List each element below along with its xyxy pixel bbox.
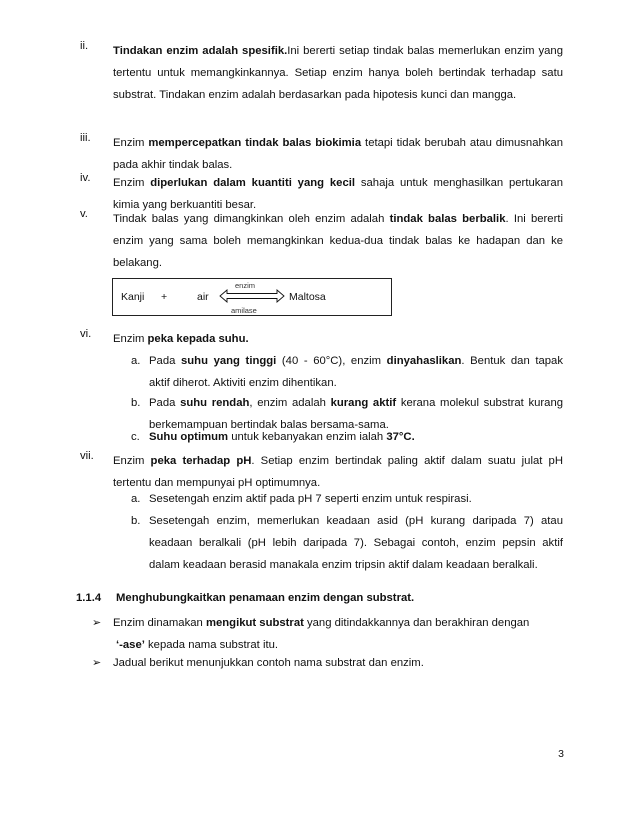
sub-item-label: a. <box>131 355 141 367</box>
bold-phrase: dinyahaslikan <box>386 355 462 367</box>
reversible-arrow-icon <box>219 289 285 303</box>
enzyme-label-top: enzim <box>235 281 256 290</box>
paragraph-line: enzim yang sama boleh memangkinkan kedua-dua tindak balas ke hadapan dan ke <box>113 235 563 247</box>
arrow-bullet-icon: ➢ <box>92 617 102 629</box>
paragraph-line <box>113 328 563 350</box>
sub-item-label: b. <box>131 397 141 409</box>
text-span: Enzim <box>113 177 151 189</box>
text-span: . Setiap enzim bertindak paling aktif dalam suatu julat pH <box>251 455 563 467</box>
paragraph-line: keadaan beralkali (pH lebih daripada 7). Sebagai contoh, enzim pepsin aktif <box>149 537 563 549</box>
reactant-air: air <box>197 291 209 303</box>
arrow-bullet-icon: ➢ <box>92 657 102 669</box>
bold-phrase: 37°C. <box>386 431 415 443</box>
paragraph-line <box>113 132 563 154</box>
item-number: iii. <box>80 132 91 144</box>
text-span: kepada nama substrat itu. <box>144 639 279 651</box>
text-span: Ini bererti setiap tindak balas memerlukan enzim yang <box>287 45 563 57</box>
text-span: sahaja untuk menghasilkan pertukaran <box>355 177 563 189</box>
text-span: Enzim <box>113 333 148 345</box>
paragraph-line <box>113 612 563 634</box>
paragraph-line <box>113 40 563 62</box>
paragraph-line: tertentu untuk memangkinkannya. Setiap enzim hanya boleh bertindak terhadap satu <box>113 67 563 79</box>
bold-phrase: Suhu optimum <box>149 431 229 443</box>
section-number: 1.1.4 <box>76 592 102 604</box>
sub-item-label: a. <box>131 493 141 505</box>
paragraph-line: Sesetengah enzim, memerlukan keadaan asid (pH kurang daripada 7) atau <box>149 515 563 527</box>
item-number: ii. <box>80 40 89 52</box>
item-number: v. <box>80 208 88 220</box>
paragraph-line: dalam keadaan berasid manakala enzim tripsin aktif dalam keadaan beralkali. <box>149 559 538 571</box>
text-span: untuk kebanyakan enzim ialah <box>228 431 387 443</box>
paragraph-line: aktif diherot. Aktiviti enzim dihentikan. <box>149 377 337 389</box>
paragraph-line <box>113 450 563 472</box>
paragraph-line <box>149 392 563 414</box>
bold-phrase: Tindakan enzim adalah spesifik. <box>113 45 288 57</box>
product-maltosa: Maltosa <box>289 291 326 303</box>
plus-sign: + <box>161 291 168 303</box>
bold-phrase: mengikut substrat <box>205 617 304 629</box>
text-span: . Ini bererti <box>505 213 563 225</box>
text-span: yang ditindakkannya dan berakhiran dengan <box>303 617 530 629</box>
bold-phrase: suhu yang tinggi <box>181 355 277 367</box>
text-span: Pada <box>149 397 181 409</box>
paragraph-line: substrat. Tindakan enzim adalah berdasarkan pada hipotesis kunci dan mangga. <box>113 89 517 101</box>
paragraph-line <box>149 350 563 372</box>
paragraph-line: berkemampuan bertindak balas bersama-sama. <box>149 419 389 431</box>
bold-phrase: tindak balas berbalik <box>389 213 506 225</box>
text-span: Tindak balas yang dimangkinkan oleh enzim adalah <box>113 213 390 225</box>
item-number: iv. <box>80 172 91 184</box>
reaction-diagram <box>112 278 392 316</box>
page-number: 3 <box>558 748 564 760</box>
bold-phrase: diperlukan dalam kuantiti yang kecil <box>150 177 356 189</box>
bold-phrase: peka terhadap pH <box>150 455 252 467</box>
paragraph-line: belakang. <box>113 257 162 269</box>
paragraph-line <box>149 426 563 448</box>
sub-item-label: c. <box>131 431 140 443</box>
paragraph-line <box>113 208 563 230</box>
bold-phrase: peka kepada suhu. <box>147 333 249 345</box>
bold-phrase: ‘-ase’ <box>116 639 145 651</box>
text-span: tetapi tidak berubah atau dimusnahkan <box>361 137 563 149</box>
paragraph-line <box>113 172 563 194</box>
text-span: , enzim adalah <box>249 397 331 409</box>
paragraph-line: kimia yang berkuantiti besar. <box>113 199 257 211</box>
bold-phrase: mempercepatkan tindak balas biokimia <box>148 137 362 149</box>
enzyme-label-bottom: amilase <box>231 306 257 315</box>
text-span: Enzim <box>113 455 151 467</box>
text-span: Enzim dinamakan <box>113 617 206 629</box>
reactant-kanji: Kanji <box>121 291 145 303</box>
section-title: Menghubungkaitkan penamaan enzim dengan substrat. <box>116 592 415 604</box>
paragraph-line: Sesetengah enzim aktif pada pH 7 seperti enzim untuk respirasi. <box>149 493 472 505</box>
text-span: . Bentuk dan tapak <box>461 355 563 367</box>
paragraph-line: tertentu dan mempunyai pH optimumnya. <box>113 477 321 489</box>
paragraph-line: pada akhir tindak balas. <box>113 159 233 171</box>
item-number: vi. <box>80 328 92 340</box>
bold-phrase: kurang aktif <box>330 397 397 409</box>
text-span: kerana molekul substrat kurang <box>396 397 564 409</box>
paragraph-line: Jadual berikut menunjukkan contoh nama substrat dan enzim. <box>113 657 424 669</box>
text-span: Enzim <box>113 137 149 149</box>
sub-item-label: b. <box>131 515 141 527</box>
bold-phrase: suhu rendah <box>180 397 250 409</box>
text-span: Pada <box>149 355 181 367</box>
text-span: (40 - 60°C), enzim <box>276 355 387 367</box>
item-number: vii. <box>80 450 94 462</box>
